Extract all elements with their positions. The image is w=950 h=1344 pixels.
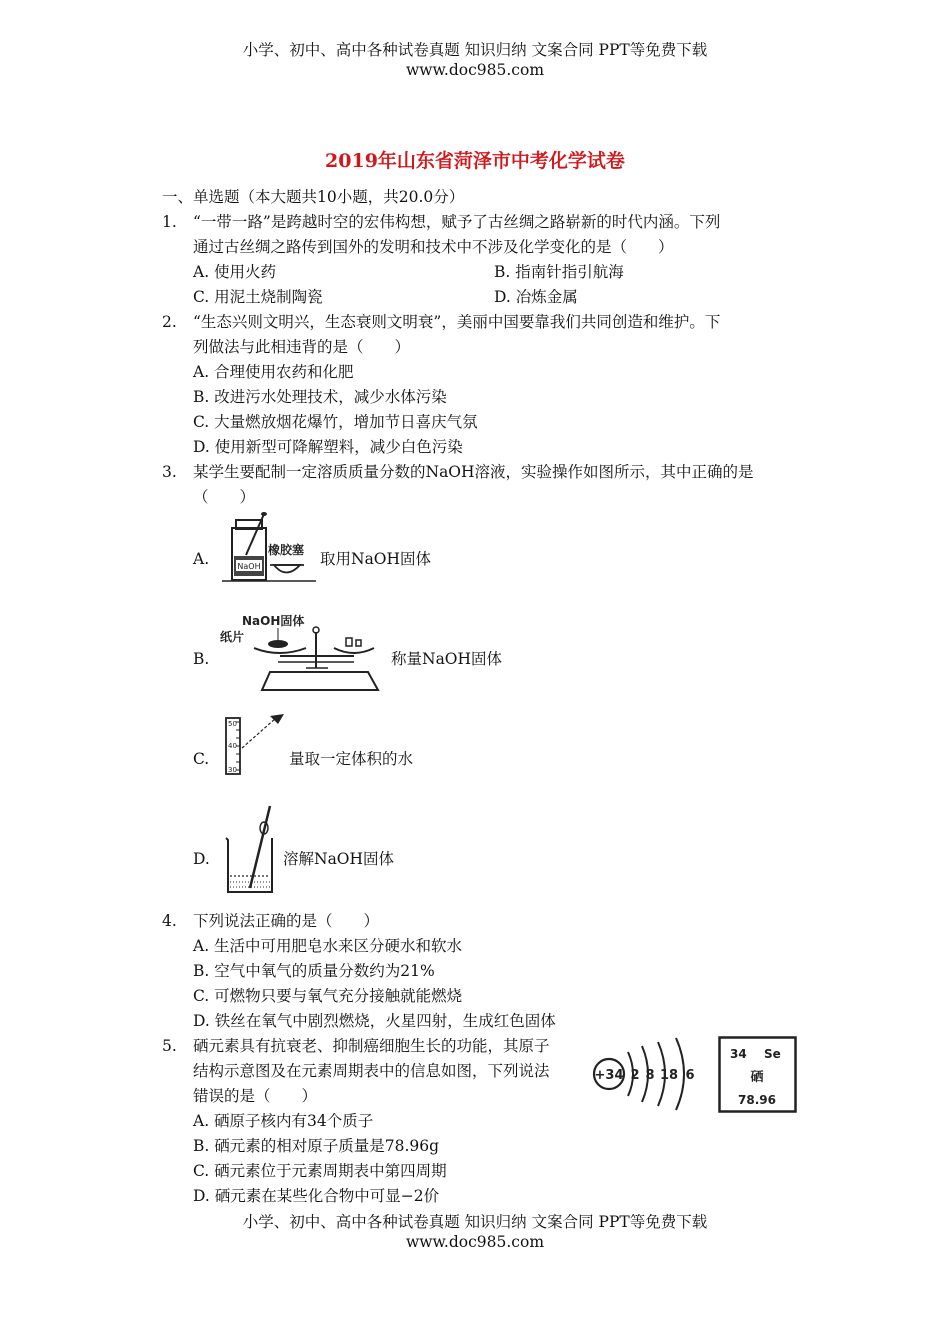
q5-shell-1: 2 bbox=[630, 1068, 640, 1083]
q3-caption-a: 取用NaOH固体 bbox=[320, 550, 432, 568]
q5-stem-line3: 错误的是（ ） bbox=[193, 1087, 318, 1105]
q3-stem-line2: （ ） bbox=[193, 488, 256, 506]
q4-option-d[interactable]: D. 铁丝在氧气中剧烈燃烧，火星四射，生成红色固体 bbox=[193, 1012, 556, 1030]
q2-stem-line1: “生态兴则文明兴，生态衰则文明衰”，美丽中国要靠我们共同创造和维护。下 bbox=[193, 313, 721, 331]
q5-option-c[interactable]: C. 硒元素位于元素周期表中第四周期 bbox=[193, 1162, 447, 1180]
q1-option-a[interactable]: A. 使用火药 bbox=[193, 263, 277, 281]
q2-option-b[interactable]: B. 改进污水处理技术，减少水体污染 bbox=[193, 388, 447, 406]
q3-number: 3. bbox=[162, 463, 177, 481]
q2-option-c[interactable]: C. 大量燃放烟花爆竹，增加节日喜庆气氛 bbox=[193, 413, 478, 431]
q3a-stopper-label: 橡胶塞 bbox=[268, 543, 305, 557]
q5-element-symbol: Se bbox=[764, 1047, 781, 1061]
q5-nucleus-label: +34 bbox=[594, 1068, 624, 1083]
q3-stem-line1: 某学生要配制一定溶质质量分数的NaOH溶液，实验操作如图所示，其中正确的是 bbox=[193, 463, 754, 481]
section-heading: 一、单选题（本大题共10小题，共20.0分） bbox=[162, 188, 465, 206]
q4-stem-line1: 下列说法正确的是（ ） bbox=[193, 912, 380, 930]
q4-option-c[interactable]: C. 可燃物只要与氧气充分接触就能燃烧 bbox=[193, 987, 463, 1005]
q2-option-a[interactable]: A. 合理使用农药和化肥 bbox=[193, 363, 354, 381]
q5-atom-diagram bbox=[592, 1034, 704, 1114]
q4-option-b[interactable]: B. 空气中氧气的质量分数约为21% bbox=[193, 962, 435, 980]
header-line-1: 小学、初中、高中各种试卷真题 知识归纳 文案合同 PPT等免费下载 bbox=[242, 41, 708, 59]
q5-shell-2: 8 bbox=[645, 1068, 655, 1083]
q3-figure-c bbox=[222, 712, 292, 776]
q5-option-a[interactable]: A. 硒原子核内有34个质子 bbox=[193, 1112, 374, 1130]
q2-number: 2. bbox=[162, 313, 177, 331]
q5-stem-line1: 硒元素具有抗衰老、抑制癌细胞生长的功能，其原子 bbox=[193, 1037, 550, 1055]
q3-figure-a bbox=[220, 510, 320, 585]
q5-stem-line2: 结构示意图及在元素周期表中的信息如图，下列说法 bbox=[193, 1062, 550, 1080]
q5-atomic-mass: 78.96 bbox=[738, 1093, 776, 1107]
q3b-paper-label: 纸片 bbox=[220, 630, 245, 644]
q2-option-d[interactable]: D. 使用新型可降解塑料，减少白色污染 bbox=[193, 438, 463, 456]
q1-option-c[interactable]: C. 用泥土烧制陶瓷 bbox=[193, 288, 323, 306]
q5-element-name: 硒 bbox=[750, 1070, 764, 1085]
q5-element-cell bbox=[718, 1036, 798, 1114]
page-title: 2019年山东省菏泽市中考化学试卷 bbox=[325, 150, 625, 172]
q3-figure-d bbox=[220, 802, 280, 896]
header-url[interactable]: www.doc985.com bbox=[405, 61, 545, 79]
q3c-mark-50: 50 bbox=[228, 720, 237, 728]
footer-line-1: 小学、初中、高中各种试卷真题 知识归纳 文案合同 PPT等免费下载 bbox=[242, 1213, 708, 1231]
q5-number: 5. bbox=[162, 1037, 177, 1055]
q3b-solid-label: NaOH固体 bbox=[242, 614, 305, 628]
q3-option-b[interactable]: B. bbox=[193, 650, 210, 668]
q5-shell-4: 6 bbox=[685, 1068, 695, 1083]
q1-option-b[interactable]: B. 指南针指引航海 bbox=[494, 263, 624, 281]
q3-figure-b bbox=[218, 610, 388, 696]
q3-option-c[interactable]: C. bbox=[193, 750, 210, 768]
q3c-mark-40: 40 bbox=[228, 742, 237, 750]
q4-number: 4. bbox=[162, 912, 177, 930]
q3c-mark-30: 30 bbox=[228, 766, 237, 774]
q2-stem-line2: 列做法与此相违背的是（ ） bbox=[193, 338, 411, 356]
q1-number: 1. bbox=[162, 213, 177, 231]
q3-caption-c: 量取一定体积的水 bbox=[289, 750, 414, 768]
footer-url[interactable]: www.doc985.com bbox=[405, 1233, 545, 1251]
q3-option-d[interactable]: D. bbox=[193, 850, 210, 868]
q1-stem-line1: “一带一路”是跨越时空的宏伟构想，赋予了古丝绸之路崭新的时代内涵。下列 bbox=[193, 213, 721, 231]
q4-option-a[interactable]: A. 生活中可用肥皂水来区分硬水和软水 bbox=[193, 937, 463, 955]
q3a-bottle-label: NaOH bbox=[237, 562, 261, 571]
q3-caption-d: 溶解NaOH固体 bbox=[283, 850, 395, 868]
q5-shell-3: 18 bbox=[659, 1068, 679, 1083]
q1-stem-line2: 通过古丝绸之路传到国外的发明和技术中不涉及化学变化的是（ ） bbox=[193, 238, 674, 256]
q5-atomic-number: 34 bbox=[730, 1047, 747, 1061]
q5-option-b[interactable]: B. 硒元素的相对原子质量是78.96g bbox=[193, 1137, 440, 1155]
q1-option-d[interactable]: D. 冶炼金属 bbox=[494, 288, 578, 306]
q3-option-a[interactable]: A. bbox=[193, 550, 210, 568]
q3-caption-b: 称量NaOH固体 bbox=[391, 650, 503, 668]
q5-option-d[interactable]: D. 硒元素在某些化合物中可显−2价 bbox=[193, 1187, 440, 1205]
